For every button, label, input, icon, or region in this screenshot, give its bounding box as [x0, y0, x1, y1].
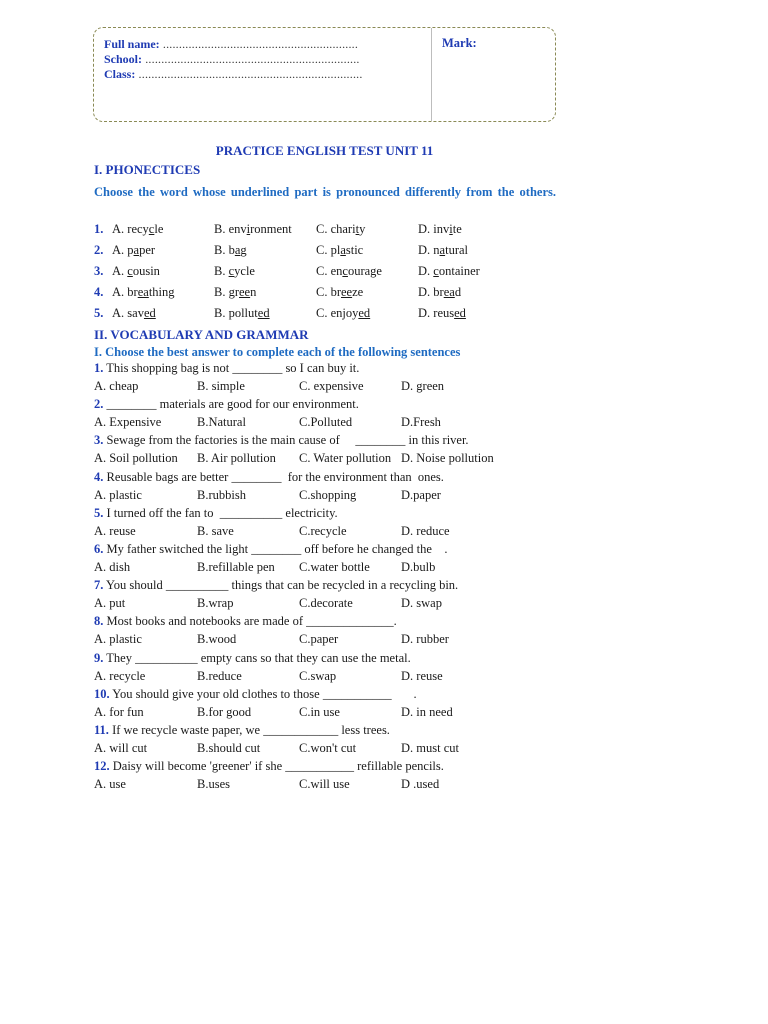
underlined-part: ed	[358, 306, 371, 320]
phonetics-question	[94, 243, 564, 261]
answer-option: C.shopping	[299, 487, 357, 502]
underlined-part: c	[342, 264, 348, 278]
answer-option: A. will cut	[94, 741, 148, 755]
question-stem	[94, 506, 564, 521]
answer-option: B.should cut	[197, 741, 261, 755]
question-number: 5.	[94, 306, 104, 320]
class-dots: ......................................................................	[135, 67, 363, 81]
question-text: I turned off the fan to __________ electricity.	[103, 505, 338, 520]
underlined-part: i	[449, 222, 453, 236]
underlined-part: c	[127, 264, 133, 278]
question-number: 2.	[94, 397, 104, 412]
underlined-part: a	[234, 243, 241, 257]
question-stem	[94, 759, 564, 774]
question-text: Sewage from the factories is the main cause of ________ in this river.	[103, 433, 469, 448]
answer-option: B. environment	[214, 222, 292, 236]
question-stem	[94, 397, 564, 412]
answer-option: C. Water pollution	[299, 451, 392, 466]
question-number: 8.	[94, 614, 104, 629]
section2-instruction: I. Choose the best answer to complete each of the following sentences	[94, 345, 461, 359]
answer-option: C. plastic	[316, 243, 364, 257]
answer-option: A. recycle	[112, 222, 164, 236]
answer-option: A. plastic	[94, 632, 142, 647]
underlined-part: ed	[257, 306, 270, 320]
answer-option: B.for good	[197, 704, 252, 719]
question-number: 9.	[94, 650, 104, 665]
answer-option: D.bulb	[401, 560, 436, 574]
answer-option: C.Polluted	[299, 415, 353, 430]
underlined-part: ee	[341, 285, 353, 299]
question-text: This shopping bag is not ________ so I can buy it.	[103, 361, 360, 375]
answer-option: C. charity	[316, 222, 366, 236]
answer-option: A. cousin	[112, 264, 160, 278]
answer-option: A. recycle	[94, 668, 146, 683]
answer-option: B. polluted	[214, 306, 270, 320]
answer-option: D. rubber	[401, 632, 449, 647]
answer-option: A. Soil pollution	[94, 451, 178, 466]
answer-option: D. reduce	[401, 523, 450, 538]
answer-option: C. encourage	[316, 264, 382, 278]
question-number: 5.	[94, 505, 104, 520]
answer-option: B. green	[214, 285, 257, 299]
answer-option: A. paper	[112, 243, 156, 257]
question-stem	[94, 723, 564, 738]
question-number: 2.	[94, 243, 104, 257]
question-number: 1.	[94, 222, 104, 236]
answer-option: A. Expensive	[94, 415, 162, 430]
answer-option: D.Fresh	[401, 415, 441, 430]
answer-option: D. container	[418, 264, 480, 278]
answer-option: D. natural	[418, 243, 469, 257]
answer-option: D. swap	[401, 596, 442, 611]
school-dots: ...................................................................	[142, 52, 360, 66]
answer-option: D. invite	[418, 222, 462, 236]
underlined-part: ea	[137, 285, 149, 299]
answer-option: D.paper	[401, 487, 441, 502]
answer-options	[94, 669, 564, 687]
student-info-box	[93, 27, 556, 122]
answer-options	[94, 705, 564, 723]
question-stem	[94, 687, 564, 702]
question-stem	[94, 542, 564, 557]
class-label: Class:	[104, 67, 136, 81]
phonetics-question	[94, 222, 564, 240]
answer-option: D. green	[401, 379, 445, 393]
answer-option: B. simple	[197, 379, 245, 393]
underlined-part: c	[228, 264, 235, 278]
answer-option: A. plastic	[94, 487, 142, 502]
answer-options	[94, 596, 564, 614]
section1-heading: I. PHONECTICES	[94, 162, 201, 177]
answer-options	[94, 741, 564, 759]
answer-options	[94, 560, 564, 578]
question-text: You should give your old clothes to those ___________ .	[109, 686, 417, 701]
answer-option: C. expensive	[299, 379, 364, 393]
answer-option: D. bread	[418, 285, 462, 299]
answer-options	[94, 379, 564, 397]
answer-options	[94, 777, 564, 795]
answer-option: D. Noise pollution	[401, 451, 494, 466]
answer-option: C.will use	[299, 777, 350, 792]
class-line	[104, 67, 363, 82]
answer-option: B. save	[197, 523, 234, 538]
answer-option: D. in need	[401, 704, 453, 719]
phonetics-question	[94, 264, 564, 282]
full-name-dots: .............................................................	[159, 37, 359, 51]
answer-options	[94, 451, 564, 469]
answer-option: C.decorate	[299, 596, 353, 611]
answer-option: C. breeze	[316, 285, 364, 299]
section1-instruction: Choose the word whose underlined part is pronounced differently from the others.	[94, 185, 556, 199]
question-number: 1.	[94, 361, 104, 375]
answer-option: B.rubbish	[197, 487, 246, 502]
answer-option: B.wood	[197, 632, 237, 647]
question-stem	[94, 578, 564, 593]
question-stem	[94, 651, 564, 666]
phonetics-question	[94, 306, 564, 324]
question-text: They __________ empty cans so that they can use the metal.	[103, 650, 411, 665]
phonetics-question	[94, 285, 564, 303]
underlined-part: a	[133, 243, 140, 257]
answer-option: A. saved	[112, 306, 156, 320]
question-number: 11.	[94, 723, 109, 737]
question-text: Reusable bags are better ________ for the environment than ones.	[103, 469, 444, 484]
answer-option: B.refillable pen	[197, 560, 275, 574]
answer-option: A. for fun	[94, 704, 144, 719]
question-stem	[94, 433, 564, 448]
full-name-label: Full name:	[104, 37, 160, 51]
answer-option: A. use	[94, 777, 126, 792]
question-number: 3.	[94, 433, 104, 448]
question-text: Daisy will become 'greener' if she ___________ refillable pencils.	[109, 759, 444, 774]
question-stem	[94, 470, 564, 485]
answer-option: B. Air pollution	[197, 451, 276, 466]
answer-option: C. enjoyed	[316, 306, 371, 320]
answer-option: A. breathing	[112, 285, 175, 299]
answer-option: B. cycle	[214, 264, 255, 278]
answer-option: A. put	[94, 596, 126, 611]
question-number: 6.	[94, 542, 104, 556]
question-number: 7.	[94, 578, 104, 593]
underlined-part: ea	[443, 285, 455, 299]
answer-option: B.wrap	[197, 596, 234, 611]
question-text: You should __________ things that can be recycled in a recycling bin.	[103, 578, 459, 593]
answer-option: C.water bottle	[299, 560, 370, 574]
question-text: ________ materials are good for our environment.	[103, 397, 359, 412]
answer-option: D. must cut	[401, 741, 459, 755]
question-number: 3.	[94, 264, 104, 278]
question-number: 10.	[94, 686, 110, 701]
underlined-part: i	[246, 222, 251, 236]
answer-option: A. dish	[94, 560, 131, 574]
answer-option: A. cheap	[94, 379, 139, 393]
answer-option: B. bag	[214, 243, 247, 257]
answer-option: C.swap	[299, 668, 337, 683]
answer-option: A. reuse	[94, 523, 136, 538]
question-stem	[94, 361, 564, 376]
question-text: Most books and notebooks are made of ______________.	[103, 614, 397, 629]
underlined-part: ed	[143, 306, 156, 320]
mark-label: Mark:	[442, 36, 477, 50]
underlined-part: ee	[239, 285, 251, 299]
question-number: 4.	[94, 469, 104, 484]
question-stem	[94, 614, 564, 629]
answer-option: C.won't cut	[299, 741, 357, 755]
school-label: School:	[104, 52, 143, 66]
answer-option: B.Natural	[197, 415, 246, 430]
underlined-part: t	[355, 222, 360, 236]
answer-option: B.uses	[197, 777, 230, 792]
answer-option: C.in use	[299, 704, 340, 719]
answer-options	[94, 524, 564, 542]
answer-option: D .used	[401, 777, 440, 792]
header-divider	[431, 28, 432, 121]
full-name-line	[104, 37, 358, 52]
answer-option: D. reuse	[401, 668, 443, 683]
answer-options	[94, 632, 564, 650]
underlined-part: a	[439, 243, 446, 257]
underlined-part: ed	[454, 306, 466, 320]
section2-heading: II. VOCABULARY AND GRAMMAR	[94, 327, 309, 342]
underlined-part: c	[148, 222, 155, 236]
answer-options	[94, 415, 564, 433]
question-text: My father switched the light ________ off before he changed the .	[103, 542, 448, 556]
school-line	[104, 52, 360, 67]
underlined-part: a	[340, 243, 346, 257]
answer-option: C.recycle	[299, 523, 347, 538]
question-text: If we recycle waste paper, we ____________ less trees.	[108, 723, 390, 737]
answer-option: B.reduce	[197, 668, 242, 683]
answer-options	[94, 488, 564, 506]
answer-option: C.paper	[299, 632, 339, 647]
page-title: PRACTICE ENGLISH TEST UNIT 11	[215, 143, 434, 158]
underlined-part: c	[433, 264, 439, 278]
question-number: 4.	[94, 285, 104, 299]
answer-option: D. reused	[418, 306, 466, 320]
question-number: 12.	[94, 759, 110, 774]
